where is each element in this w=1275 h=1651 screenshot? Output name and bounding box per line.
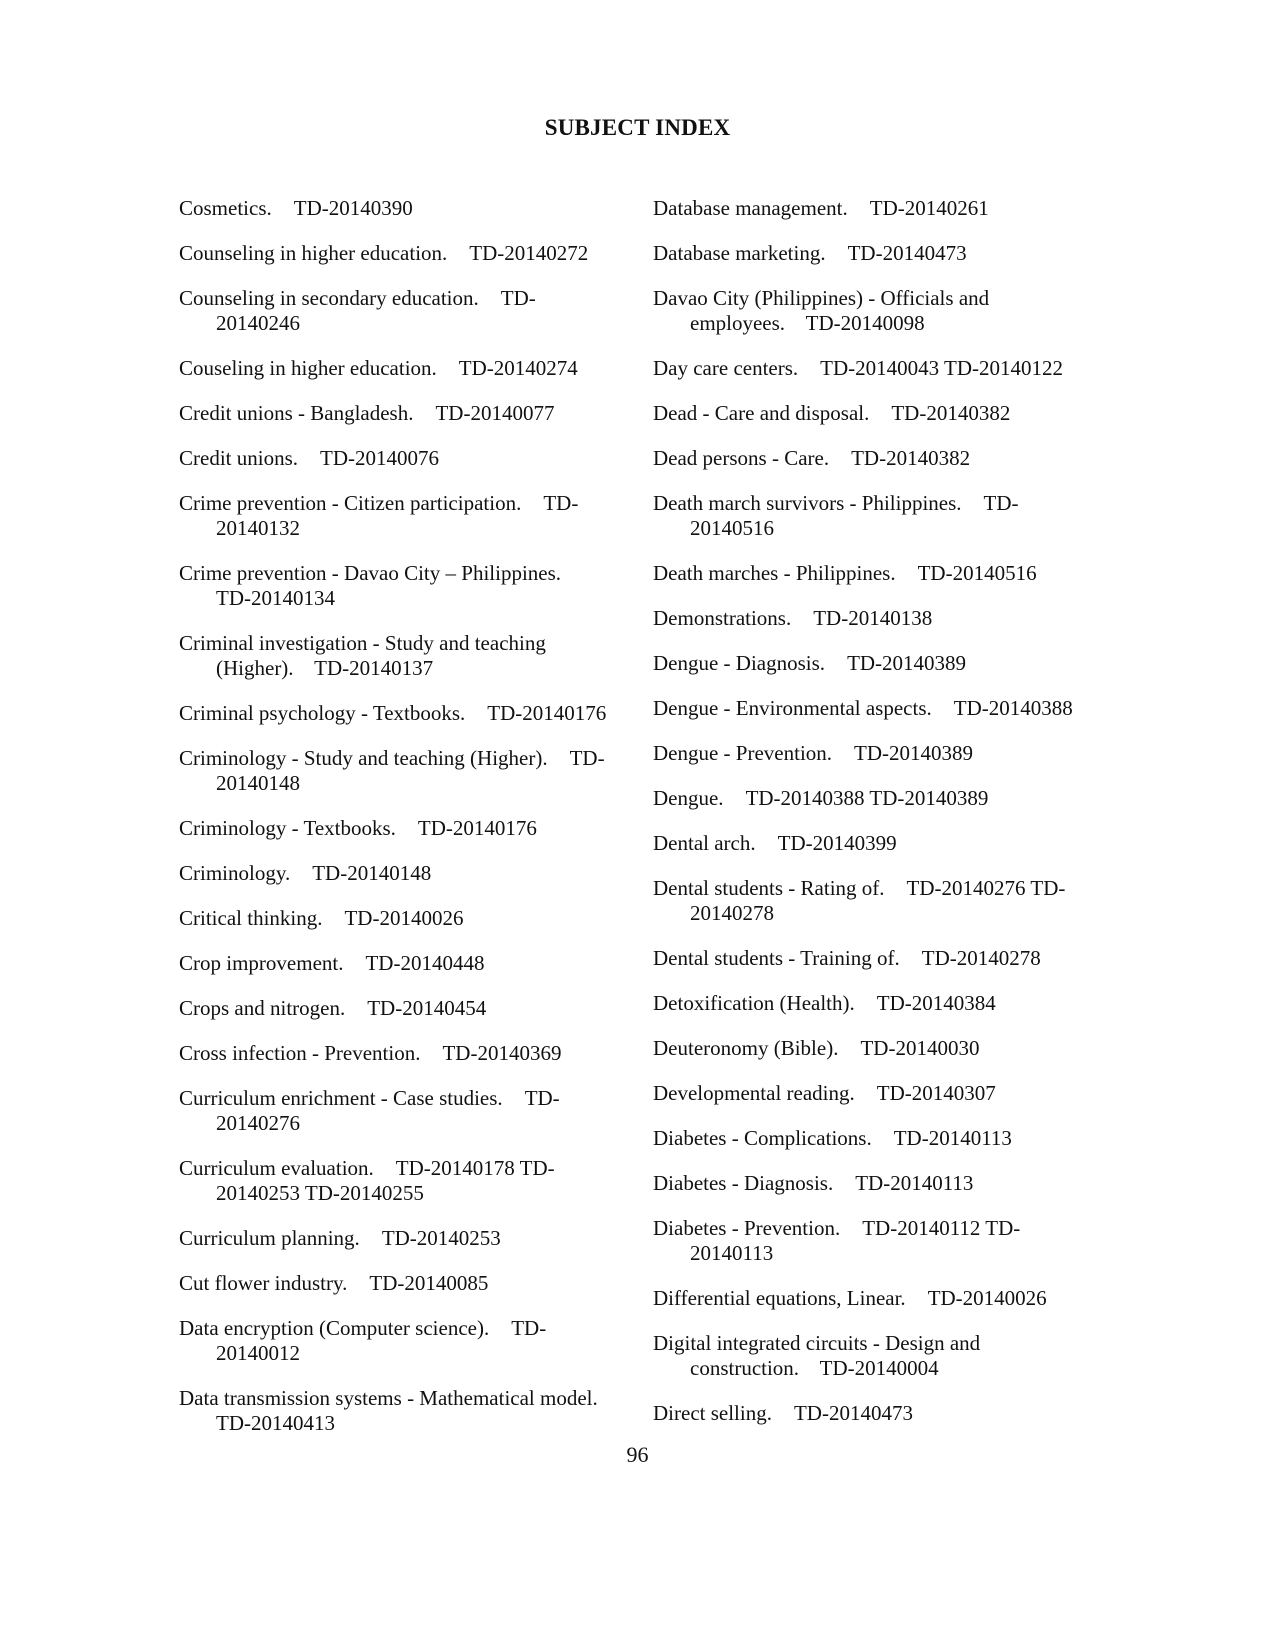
index-entry bbox=[179, 1156, 649, 1206]
index-reference: TD-20140389 bbox=[854, 741, 974, 765]
index-term: Dengue. bbox=[653, 786, 724, 810]
index-entry bbox=[179, 701, 649, 726]
index-continuation: TD-20140413 bbox=[216, 1411, 335, 1435]
index-continuation: 20140132 bbox=[216, 516, 300, 540]
index-reference: TD-20140272 bbox=[469, 241, 589, 265]
index-entry bbox=[653, 1216, 1123, 1266]
index-continuation: construction. TD-20140004 bbox=[690, 1356, 939, 1380]
index-reference: TD-20140274 bbox=[458, 356, 578, 380]
index-reference: TD-20140389 bbox=[847, 651, 967, 675]
index-entry bbox=[653, 786, 1123, 811]
index-entry bbox=[653, 286, 1123, 336]
index-term: Criminology - Textbooks. bbox=[179, 816, 396, 840]
index-entry bbox=[179, 631, 649, 681]
index-reference: TD- bbox=[983, 491, 1019, 515]
index-term: Day care centers. bbox=[653, 356, 799, 380]
index-term: Counseling in secondary education. bbox=[179, 286, 479, 310]
index-continuation: 20140148 bbox=[216, 771, 300, 795]
index-entry bbox=[179, 1271, 649, 1296]
index-entry bbox=[653, 561, 1123, 586]
page-number: 96 bbox=[626, 1442, 649, 1467]
index-term: Deuteronomy (Bible). bbox=[653, 1036, 839, 1060]
index-entry bbox=[179, 401, 649, 426]
index-reference: TD-20140148 bbox=[312, 861, 432, 885]
index-reference: TD-20140261 bbox=[869, 196, 989, 220]
index-entry bbox=[179, 906, 649, 931]
index-entry bbox=[653, 241, 1123, 266]
index-term: Data encryption (Computer science). bbox=[179, 1316, 490, 1340]
index-reference: TD-20140448 bbox=[365, 951, 485, 975]
index-entry bbox=[653, 606, 1123, 631]
index-entry bbox=[653, 1126, 1123, 1151]
index-entry bbox=[179, 861, 649, 886]
index-entry bbox=[179, 816, 649, 841]
index-term: Counseling in higher education. bbox=[179, 241, 448, 265]
index-entry bbox=[653, 876, 1123, 926]
index-term: Cut flower industry. bbox=[179, 1271, 348, 1295]
index-entry bbox=[179, 241, 649, 266]
index-entry bbox=[653, 651, 1123, 676]
index-reference: TD-20140473 bbox=[793, 1401, 913, 1425]
page-title: SUBJECT INDEX bbox=[544, 115, 731, 140]
index-term: Crops and nitrogen. bbox=[179, 996, 346, 1020]
index-entry bbox=[653, 356, 1123, 381]
index-term: Criminal psychology - Textbooks. bbox=[179, 701, 466, 725]
index-term: Davao City (Philippines) - Officials and bbox=[653, 286, 990, 310]
index-term: Criminology. bbox=[179, 861, 291, 885]
index-term: Dental arch. bbox=[653, 831, 756, 855]
index-continuation: TD-20140134 bbox=[216, 586, 335, 610]
index-reference: TD-20140307 bbox=[876, 1081, 996, 1105]
index-reference: TD- bbox=[500, 286, 536, 310]
index-term: Direct selling. bbox=[653, 1401, 772, 1425]
index-reference: TD-20140390 bbox=[293, 196, 413, 220]
index-entry bbox=[653, 401, 1123, 426]
index-term: Credit unions - Bangladesh. bbox=[179, 401, 414, 425]
index-continuation: (Higher). TD-20140137 bbox=[216, 656, 434, 680]
index-reference: TD- bbox=[511, 1316, 547, 1340]
index-entry bbox=[179, 1316, 649, 1366]
index-term: Critical thinking. bbox=[179, 906, 323, 930]
index-term: Credit unions. bbox=[179, 446, 298, 470]
index-term: Curriculum evaluation. bbox=[179, 1156, 374, 1180]
index-reference: TD-20140253 bbox=[381, 1226, 501, 1250]
index-reference: TD-20140278 bbox=[921, 946, 1041, 970]
index-term: Developmental reading. bbox=[653, 1081, 855, 1105]
index-term: Demonstrations. bbox=[653, 606, 792, 630]
index-entry bbox=[653, 741, 1123, 766]
index-term: Diabetes - Complications. bbox=[653, 1126, 872, 1150]
index-term: Dengue - Environmental aspects. bbox=[653, 696, 932, 720]
index-entry bbox=[653, 1401, 1123, 1426]
index-term: Digital integrated circuits - Design and bbox=[653, 1331, 981, 1355]
index-term: Death marches - Philippines. bbox=[653, 561, 896, 585]
index-term: Crime prevention - Citizen participation. bbox=[179, 491, 522, 515]
index-term: Death march survivors - Philippines. bbox=[653, 491, 962, 515]
index-entry bbox=[653, 991, 1123, 1016]
index-reference: TD-20140454 bbox=[367, 996, 487, 1020]
index-reference: TD-20140112 TD- bbox=[862, 1216, 1021, 1240]
index-entry bbox=[179, 1086, 649, 1136]
index-term: Data transmission systems - Mathematical model. bbox=[179, 1386, 598, 1410]
index-reference: TD-20140176 bbox=[487, 701, 607, 725]
index-reference: TD-20140388 bbox=[953, 696, 1073, 720]
index-entry bbox=[179, 561, 649, 611]
index-reference: TD-20140178 TD- bbox=[395, 1156, 555, 1180]
index-reference: TD- bbox=[569, 746, 605, 770]
index-continuation: 20140278 bbox=[690, 901, 774, 925]
index-term: Curriculum enrichment - Case studies. bbox=[179, 1086, 503, 1110]
index-term: Dengue - Prevention. bbox=[653, 741, 833, 765]
index-reference: TD-20140113 bbox=[893, 1126, 1012, 1150]
index-entry bbox=[653, 946, 1123, 971]
index-reference: TD-20140077 bbox=[435, 401, 555, 425]
index-entry bbox=[179, 286, 649, 336]
index-reference: TD-20140382 bbox=[851, 446, 971, 470]
index-continuation: employees. TD-20140098 bbox=[690, 311, 925, 335]
index-continuation: 20140113 bbox=[690, 1241, 774, 1265]
index-entry bbox=[179, 1041, 649, 1066]
index-entry bbox=[179, 356, 649, 381]
index-term: Differential equations, Linear. bbox=[653, 1286, 906, 1310]
index-term: Couseling in higher education. bbox=[179, 356, 437, 380]
index-term: Curriculum planning. bbox=[179, 1226, 360, 1250]
index-reference: TD-20140276 TD- bbox=[906, 876, 1066, 900]
index-entry bbox=[653, 1331, 1123, 1381]
index-entry bbox=[653, 1081, 1123, 1106]
index-reference: TD-20140382 bbox=[891, 401, 1011, 425]
index-entry bbox=[653, 1036, 1123, 1061]
index-term: Diabetes - Diagnosis. bbox=[653, 1171, 834, 1195]
index-entry bbox=[179, 1386, 649, 1436]
index-term: Crime prevention - Davao City – Philippines. bbox=[179, 561, 562, 585]
index-reference: TD-20140030 bbox=[860, 1036, 980, 1060]
index-term: Detoxification (Health). bbox=[653, 991, 855, 1015]
index-term: Database marketing. bbox=[653, 241, 826, 265]
index-continuation: 20140276 bbox=[216, 1111, 300, 1135]
index-continuation: 20140246 bbox=[216, 311, 300, 335]
index-term: Cross infection - Prevention. bbox=[179, 1041, 421, 1065]
index-reference: TD-20140026 bbox=[927, 1286, 1047, 1310]
index-reference: TD- bbox=[524, 1086, 560, 1110]
index-entry bbox=[653, 1286, 1123, 1311]
index-term: Crop improvement. bbox=[179, 951, 344, 975]
index-entry bbox=[653, 696, 1123, 721]
index-continuation: 20140012 bbox=[216, 1341, 300, 1365]
index-term: Criminology - Study and teaching (Higher). bbox=[179, 746, 548, 770]
index-entry bbox=[653, 831, 1123, 856]
index-reference: TD-20140176 bbox=[417, 816, 537, 840]
index-term: Database management. bbox=[653, 196, 848, 220]
index-reference: TD-20140384 bbox=[876, 991, 996, 1015]
index-term: Dengue - Diagnosis. bbox=[653, 651, 826, 675]
index-entry bbox=[653, 1171, 1123, 1196]
index-reference: TD-20140076 bbox=[320, 446, 439, 470]
index-reference: TD-20140369 bbox=[442, 1041, 562, 1065]
index-term: Dead - Care and disposal. bbox=[653, 401, 870, 425]
index-reference: TD-20140043 TD-20140122 bbox=[820, 356, 1063, 380]
index-reference: TD-20140399 bbox=[777, 831, 897, 855]
index-term: Dental students - Rating of. bbox=[653, 876, 885, 900]
index-entry bbox=[653, 491, 1123, 541]
index-reference: TD-20140113 bbox=[855, 1171, 974, 1195]
index-entry bbox=[179, 746, 649, 796]
index-entry bbox=[653, 446, 1123, 471]
index-entry bbox=[179, 196, 649, 221]
index-entry bbox=[179, 1226, 649, 1251]
index-term: Diabetes - Prevention. bbox=[653, 1216, 841, 1240]
index-reference: TD-20140085 bbox=[369, 1271, 489, 1295]
index-reference: TD- bbox=[543, 491, 579, 515]
index-reference: TD-20140388 TD-20140389 bbox=[745, 786, 989, 810]
index-entry bbox=[179, 446, 649, 471]
index-reference: TD-20140026 bbox=[344, 906, 464, 930]
index-entry bbox=[179, 996, 649, 1021]
index-entry bbox=[179, 491, 649, 541]
index-entry bbox=[179, 951, 649, 976]
index-entry bbox=[653, 196, 1123, 221]
index-continuation: 20140253 TD-20140255 bbox=[216, 1181, 424, 1205]
index-reference: TD-20140138 bbox=[813, 606, 933, 630]
index-continuation: 20140516 bbox=[690, 516, 774, 540]
index-reference: TD-20140473 bbox=[847, 241, 967, 265]
index-term: Cosmetics. bbox=[179, 196, 272, 220]
index-term: Criminal investigation - Study and teaching bbox=[179, 631, 546, 655]
index-reference: TD-20140516 bbox=[917, 561, 1037, 585]
index-term: Dental students - Training of. bbox=[653, 946, 900, 970]
index-term: Dead persons - Care. bbox=[653, 446, 830, 470]
